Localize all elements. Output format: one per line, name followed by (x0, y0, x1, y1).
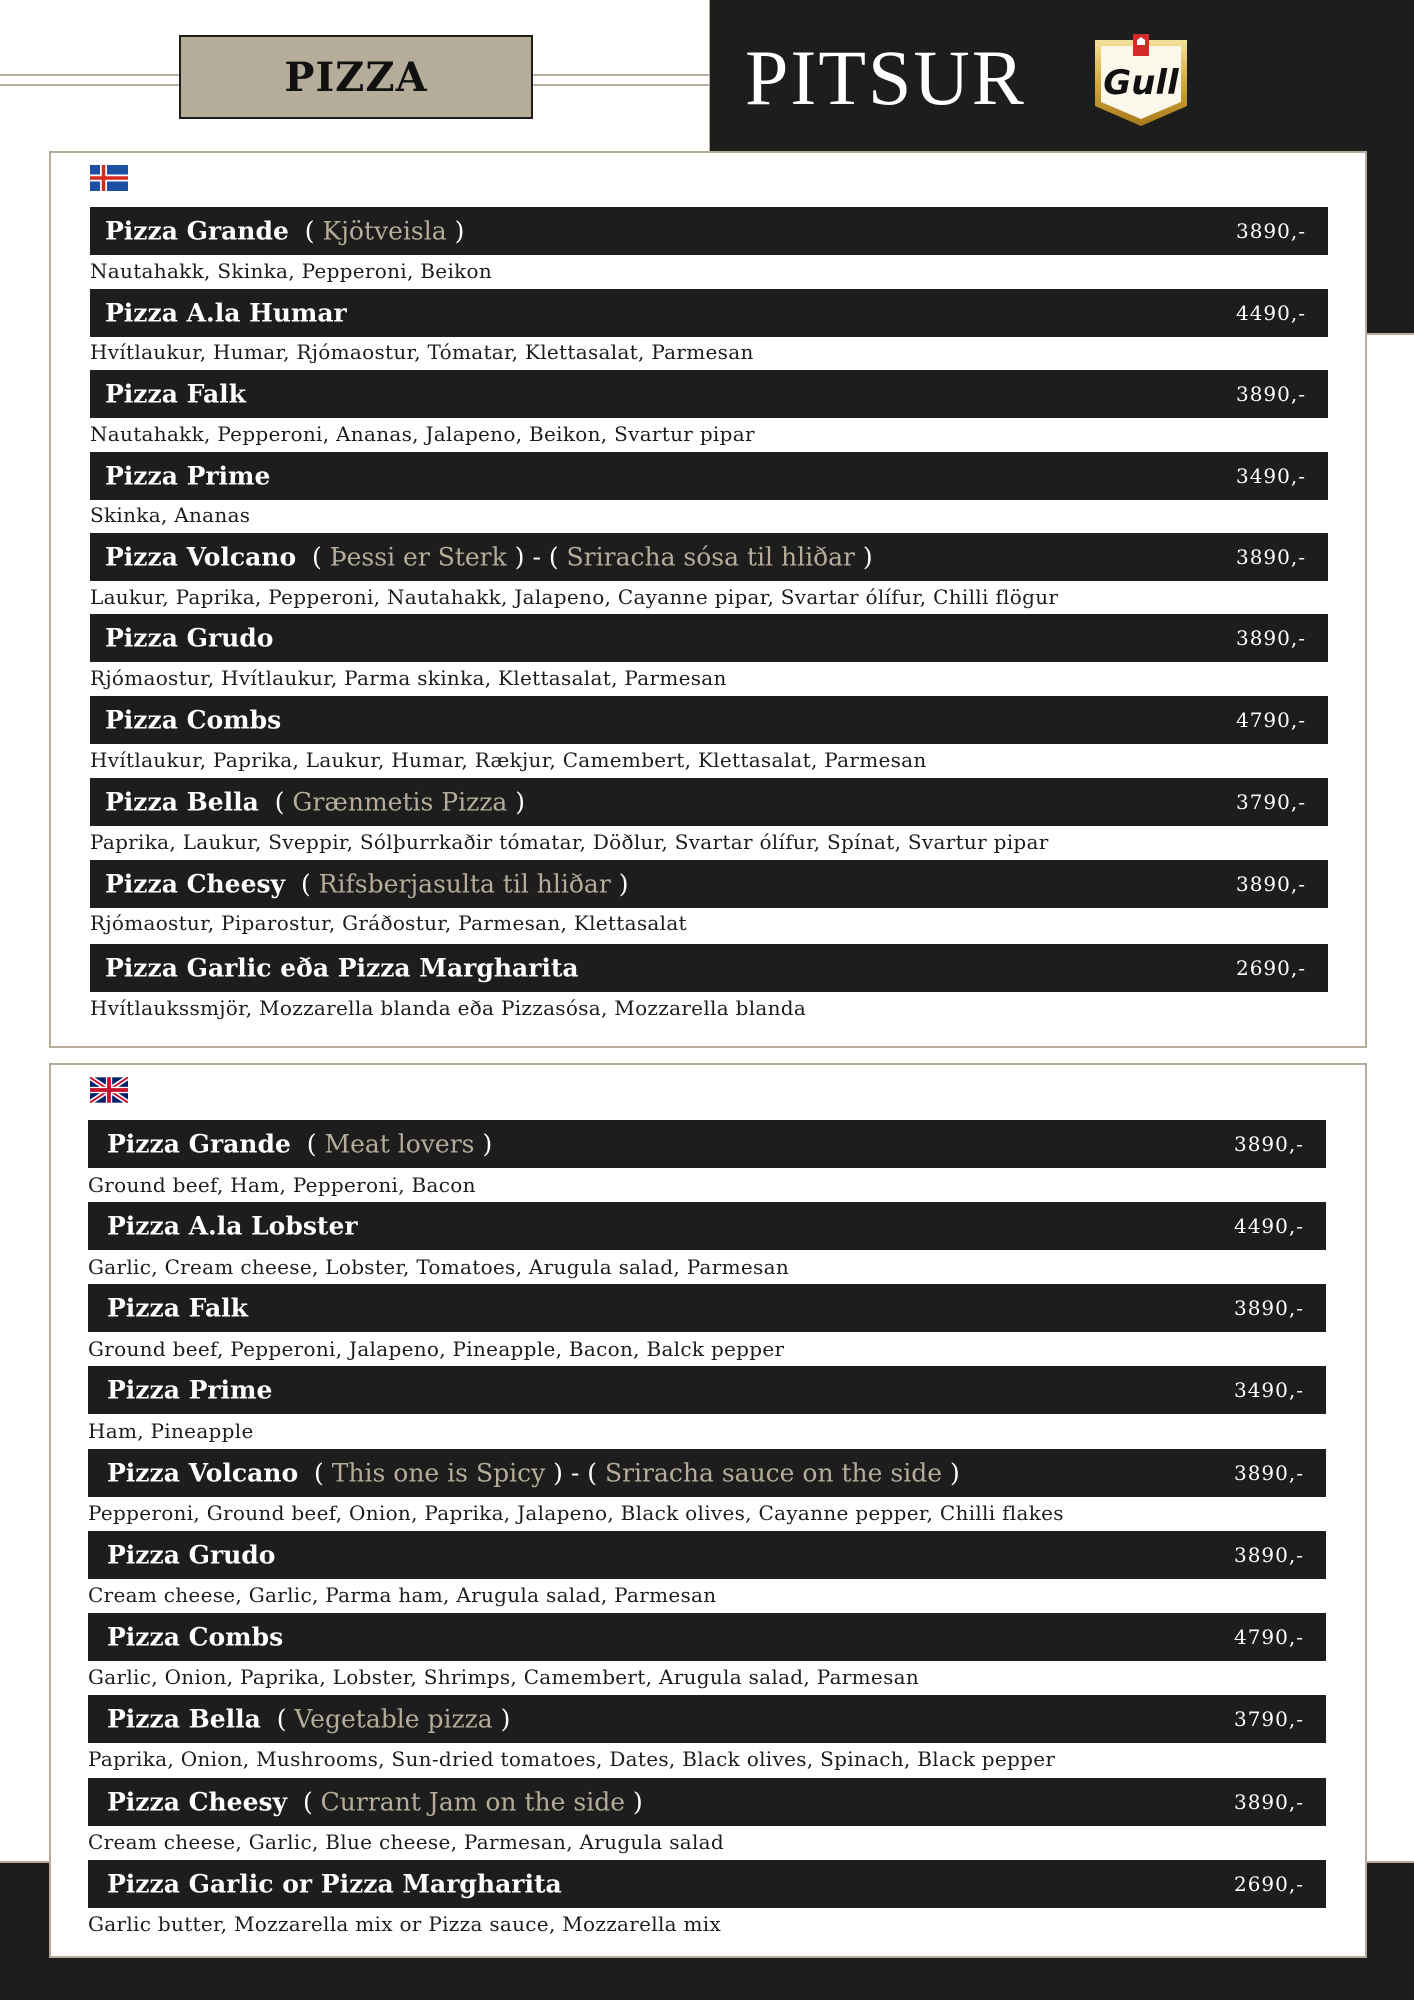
english-item-bar (88, 1120, 1326, 1168)
pizza-ingredients: Rjómaostur, Hvítlaukur, Parma skinka, Klettasalat, Parmesan (90, 666, 727, 690)
decor-line-bottom-right (1367, 1861, 1414, 1863)
english-item-name (107, 1623, 283, 1652)
pizza-note: Grænmetis Pizza (292, 787, 508, 817)
pizza-price: 3890,- (1235, 626, 1306, 650)
decor-line-left-top (0, 74, 179, 76)
english-item-name (107, 1376, 272, 1405)
pizza-ingredients: Ground beef, Pepperoni, Jalapeno, Pineapple, Bacon, Balck pepper (88, 1337, 785, 1361)
pizza-price: 2690,- (1233, 1872, 1304, 1896)
pizza-ingredients: Ham, Pineapple (88, 1419, 254, 1443)
pizza-name: Pizza Falk (107, 1293, 248, 1323)
pizza-price: 3890,- (1235, 545, 1306, 569)
pizza-ingredients: Hvítlaukur, Humar, Rjómaostur, Tómatar, Klettasalat, Parmesan (90, 340, 754, 364)
pizza-name: Pizza Bella (105, 787, 259, 817)
pizza-note: Þessi er Sterk (329, 542, 507, 572)
icelandic-item-bar (90, 778, 1328, 826)
pizza-price: 3490,- (1235, 464, 1306, 488)
english-item-name: Pizza Volcano ( This one is Spicy ) - ( Sriracha sauce on the side ) (107, 1458, 960, 1488)
decor-line-vertical (709, 0, 710, 151)
icelandic-item-bar (90, 289, 1328, 337)
icelandic-item-name: Pizza Bella ( Grænmetis Pizza ) (105, 787, 526, 817)
pizza-ingredients: Nautahakk, Skinka, Pepperoni, Beikon (90, 259, 493, 283)
gull-beer-logo (1091, 32, 1191, 128)
pizza-note: Kjötveisla (322, 216, 447, 246)
pizza-name: Pizza Prime (107, 1375, 273, 1405)
pizza-ingredients: Pepperoni, Ground beef, Onion, Paprika, Jalapeno, Black olives, Cayanne pepper, Chilli flakes (88, 1501, 1064, 1525)
pizza-ingredients: Rjómaostur, Piparostur, Gráðostur, Parmesan, Klettasalat (90, 911, 687, 935)
pizza-name: Pizza Bella (107, 1704, 261, 1734)
english-item-bar (88, 1695, 1326, 1743)
pizza-price: 4490,- (1235, 301, 1306, 325)
english-item-name: Pizza Grande ( Meat lovers ) (107, 1129, 493, 1159)
icelandic-item-name (105, 462, 270, 491)
icelandic-item-name: Pizza Cheesy ( Rifsberjasulta til hliðar ) (105, 869, 629, 899)
pizza-ingredients: Hvítlaukur, Paprika, Laukur, Humar, Rækjur, Camembert, Klettasalat, Parmesan (90, 748, 927, 772)
pizza-price: 3790,- (1233, 1707, 1304, 1731)
pizza-ingredients: Nautahakk, Pepperoni, Ananas, Jalapeno, Beikon, Svartur pipar (90, 422, 755, 446)
english-item-name (107, 1294, 248, 1323)
icelandic-item-bar (90, 696, 1328, 744)
english-item-bar (88, 1366, 1326, 1414)
pizza-price: 3890,- (1233, 1296, 1304, 1320)
pizza-name: Pizza Grande (105, 216, 289, 246)
pizza-ingredients: Paprika, Laukur, Sveppir, Sólþurrkaðir tómatar, Döðlur, Svartar ólífur, Spínat, Svartur pipar (90, 830, 1049, 854)
english-item-name (107, 1212, 358, 1241)
icelandic-item-name (105, 954, 579, 983)
icelandic-item-bar (90, 614, 1328, 662)
pizza-ingredients: Cream cheese, Garlic, Parma ham, Arugula salad, Parmesan (88, 1583, 717, 1607)
english-item-bar (88, 1284, 1326, 1332)
pizza-price: 3890,- (1233, 1461, 1304, 1485)
pizza-price: 3890,- (1235, 872, 1306, 896)
icelandic-item-name (105, 706, 281, 735)
pizza-note: Rifsberjasulta til hliðar (318, 869, 611, 899)
english-item-bar (88, 1778, 1326, 1826)
icelandic-item-name (105, 380, 246, 409)
pizza-price: 4790,- (1235, 708, 1306, 732)
english-item-bar (88, 1613, 1326, 1661)
english-item-name (107, 1870, 562, 1899)
pizza-name: Pizza Grande (107, 1129, 291, 1159)
english-item-bar (88, 1202, 1326, 1250)
pizza-name: Pizza Grudo (107, 1540, 276, 1570)
decor-line-right-top (533, 74, 709, 76)
english-item-bar (88, 1531, 1326, 1579)
pizza-ingredients: Cream cheese, Garlic, Blue cheese, Parmesan, Arugula salad (88, 1830, 725, 1854)
pizza-note: Meat lovers (324, 1129, 475, 1159)
pizza-name: Pizza Volcano (105, 542, 297, 572)
pizza-tab-label: PIZZA (179, 35, 533, 119)
icelandic-item-bar (90, 452, 1328, 500)
pizza-name: Pizza Grudo (105, 623, 274, 653)
pizza-name: Pizza A.la Humar (105, 298, 347, 328)
icelandic-item-name: Pizza Volcano ( Þessi er Sterk ) - ( Sriracha sósa til hliðar ) (105, 542, 873, 572)
icelandic-menu-panel (49, 151, 1367, 1048)
pizza-note-secondary: Sriracha sósa til hliðar (566, 542, 855, 572)
pizza-name: Pizza Combs (107, 1622, 284, 1652)
icelandic-item-bar (90, 944, 1328, 992)
iceland-flag-icon (90, 165, 128, 191)
english-item-bar (88, 1449, 1326, 1497)
english-item-name: Pizza Bella ( Vegetable pizza ) (107, 1704, 511, 1734)
decor-line-bottom-left (0, 1861, 49, 1863)
decor-line-right-bottom (533, 84, 709, 86)
decor-line-mid-right (1367, 333, 1414, 335)
pizza-price: 4790,- (1233, 1625, 1304, 1649)
pizza-price: 3490,- (1233, 1378, 1304, 1402)
pizza-name: Pizza Falk (105, 379, 246, 409)
pizza-price: 3790,- (1235, 790, 1306, 814)
pizza-name: Pizza Prime (105, 461, 271, 491)
pizza-name: Pizza Garlic eða Pizza Margharita (105, 953, 579, 983)
decor-line-left-bottom (0, 84, 179, 86)
pizza-ingredients: Garlic, Cream cheese, Lobster, Tomatoes, Arugula salad, Parmesan (88, 1255, 790, 1279)
pizza-ingredients: Ground beef, Ham, Pepperoni, Bacon (88, 1173, 476, 1197)
uk-flag-icon (90, 1077, 128, 1103)
pizza-ingredients: Hvítlaukssmjör, Mozzarella blanda eða Pizzasósa, Mozzarella blanda (90, 996, 807, 1020)
pizza-price: 3890,- (1235, 219, 1306, 243)
pizza-name: Pizza Garlic or Pizza Margharita (107, 1869, 562, 1899)
pizza-price: 3890,- (1233, 1132, 1304, 1156)
english-item-bar (88, 1860, 1326, 1908)
pizza-name: Pizza A.la Lobster (107, 1211, 358, 1241)
pizza-ingredients: Laukur, Paprika, Pepperoni, Nautahakk, Jalapeno, Cayanne pipar, Svartar ólífur, Chilli flögur (90, 585, 1059, 609)
pizza-ingredients: Paprika, Onion, Mushrooms, Sun-dried tomatoes, Dates, Black olives, Spinach, Black pepper (88, 1747, 1056, 1771)
pizza-name: Pizza Cheesy (107, 1787, 288, 1817)
pizza-price: 3890,- (1233, 1543, 1304, 1567)
pizza-note: Vegetable pizza (294, 1704, 493, 1734)
icelandic-item-bar (90, 533, 1328, 581)
english-menu-panel (49, 1063, 1367, 1958)
page-title: PITSUR (745, 34, 1026, 121)
pizza-price: 3890,- (1233, 1790, 1304, 1814)
english-item-name (107, 1541, 275, 1570)
icelandic-item-bar (90, 207, 1328, 255)
pizza-name: Pizza Cheesy (105, 869, 286, 899)
pizza-price: 3890,- (1235, 382, 1306, 406)
pizza-note-secondary: Sriracha sauce on the side (604, 1458, 943, 1488)
icelandic-item-bar (90, 860, 1328, 908)
pizza-name: Pizza Volcano (107, 1458, 299, 1488)
icelandic-item-name (105, 624, 273, 653)
english-item-name: Pizza Cheesy ( Currant Jam on the side ) (107, 1787, 643, 1817)
pizza-name: Pizza Combs (105, 705, 282, 735)
pizza-note: Currant Jam on the side (320, 1787, 625, 1817)
icelandic-item-name: Pizza Grande ( Kjötveisla ) (105, 216, 465, 246)
icelandic-item-bar (90, 370, 1328, 418)
pizza-note: This one is Spicy (331, 1458, 546, 1488)
pizza-price: 4490,- (1233, 1214, 1304, 1238)
pizza-ingredients: Garlic, Onion, Paprika, Lobster, Shrimps, Camembert, Arugula salad, Parmesan (88, 1665, 920, 1689)
icelandic-item-name (105, 299, 347, 328)
gull-logo-text: Gull (1103, 63, 1179, 103)
pizza-ingredients: Skinka, Ananas (90, 503, 251, 527)
pizza-ingredients: Garlic butter, Mozzarella mix or Pizza sauce, Mozzarella mix (88, 1912, 722, 1936)
pizza-price: 2690,- (1235, 956, 1306, 980)
